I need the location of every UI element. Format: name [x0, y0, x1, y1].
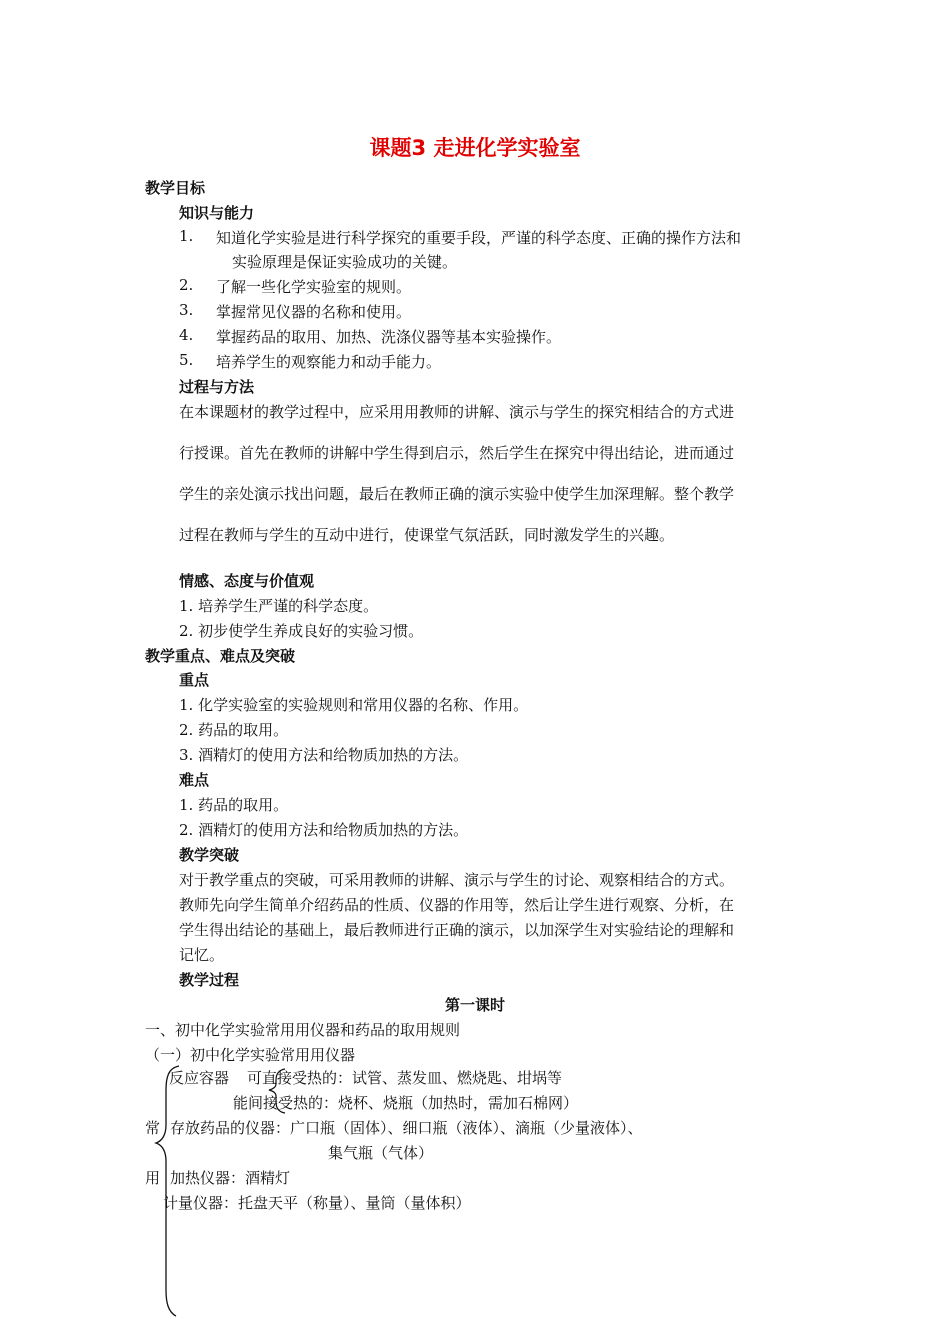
focus-item: 1. 化学实验室的实验规则和常用仪器的名称、作用。: [179, 696, 529, 714]
attitude-item: 2. 初步使学生养成良好的实验习惯。: [179, 622, 424, 640]
knowledge-ability-heading: 知识与能力: [179, 204, 255, 222]
document-title: 课题3 走进化学实验室: [369, 136, 581, 160]
process-paragraph-line: 过程在教师与学生的互动中进行，使课堂气氛活跃，同时激发学生的兴趣。: [179, 526, 675, 544]
focus-heading: 重点: [179, 671, 210, 689]
goal-1-continuation: 实验原理是保证实验成功的关键。: [232, 253, 458, 271]
focus-item: 2. 药品的取用。: [179, 721, 289, 739]
goal-3-number: 3.: [179, 301, 194, 319]
difficulty-item: 1. 药品的取用。: [179, 796, 289, 814]
goal-4-text: 掌握药品的取用、加热、洗涤仪器等基本实验操作。: [216, 328, 562, 346]
teaching-process-heading: 教学过程: [179, 971, 240, 989]
goal-2-text: 了解一些化学实验室的规则。: [216, 278, 412, 296]
breakthrough-paragraph-line: 记忆。: [179, 946, 225, 964]
attitude-item: 1. 培养学生严谨的科学态度。: [179, 597, 379, 615]
storage-instruments-continuation: 集气瓶（气体）: [328, 1144, 434, 1162]
goal-4-number: 4.: [179, 326, 194, 344]
breakthrough-heading: 教学突破: [179, 846, 240, 864]
goal-1-number: 1.: [179, 227, 194, 245]
goal-5-number: 5.: [179, 351, 194, 369]
goal-3-text: 掌握常见仪器的名称和使用。: [216, 303, 412, 321]
difficulty-item: 2. 酒精灯的使用方法和给物质加热的方法。: [179, 821, 469, 839]
process-paragraph-line: 在本课题材的教学过程中，应采用用教师的讲解、演示与学生的探究相结合的方式进: [179, 403, 735, 421]
teaching-goals-heading: 教学目标: [145, 179, 206, 197]
first-lesson-heading: 第一课时: [444, 996, 505, 1014]
process-paragraph-line: 学生的亲处演示找出问题，最后在教师正确的演示实验中使学生加深理解。整个教学: [179, 485, 735, 503]
indirect-heating-line: 能间接受热的：烧杯、烧瓶（加热时，需加石棉网）: [233, 1094, 579, 1112]
section-title: 一、初中化学实验常用用仪器和药品的取用规则: [145, 1021, 461, 1039]
reaction-vessel-label: 反应容器: [169, 1069, 230, 1087]
difficulty-heading: 难点: [179, 771, 210, 789]
side-label-use: 用: [145, 1169, 161, 1187]
side-label-common: 常: [145, 1119, 161, 1137]
goal-5-text: 培养学生的观察能力和动手能力。: [216, 353, 442, 371]
direct-heating-line: 可直接受热的：试管、蒸发皿、燃烧匙、坩埚等: [247, 1069, 563, 1087]
process-method-heading: 过程与方法: [179, 378, 255, 396]
focus-item: 3. 酒精灯的使用方法和给物质加热的方法。: [179, 746, 469, 764]
goal-1-text: 知道化学实验是进行科学探究的重要手段，严谨的科学态度、正确的操作方法和: [216, 229, 742, 247]
measuring-instrument-line: 计量仪器：托盘天平（称量）、量筒（量体积）: [163, 1194, 471, 1212]
heating-instrument-line: 加热仪器：酒精灯: [170, 1169, 291, 1187]
attitude-heading: 情感、态度与价值观: [179, 572, 315, 590]
breakthrough-paragraph-line: 学生得出结论的基础上，最后教师进行正确的演示，以加深学生对实验结论的理解和: [179, 921, 735, 939]
process-paragraph-line: 行授课。首先在教师的讲解中学生得到启示，然后学生在探究中得出结论，进而通过: [179, 444, 735, 462]
key-points-heading: 教学重点、难点及突破: [145, 647, 296, 665]
subsection-title: （一）初中化学实验常用用仪器: [145, 1046, 356, 1064]
storage-instruments-line: 存放药品的仪器：广口瓶（固体）、细口瓶（液体）、滴瓶（少量液体）、: [170, 1119, 643, 1137]
breakthrough-paragraph-line: 对于教学重点的突破，可采用教师的讲解、演示与学生的讨论、观察相结合的方式。: [179, 871, 735, 889]
goal-2-number: 2.: [179, 276, 194, 294]
breakthrough-paragraph-line: 教师先向学生简单介绍药品的性质、仪器的作用等，然后让学生进行观察、分析，在: [179, 896, 735, 914]
outer-brace: [156, 1066, 179, 1316]
